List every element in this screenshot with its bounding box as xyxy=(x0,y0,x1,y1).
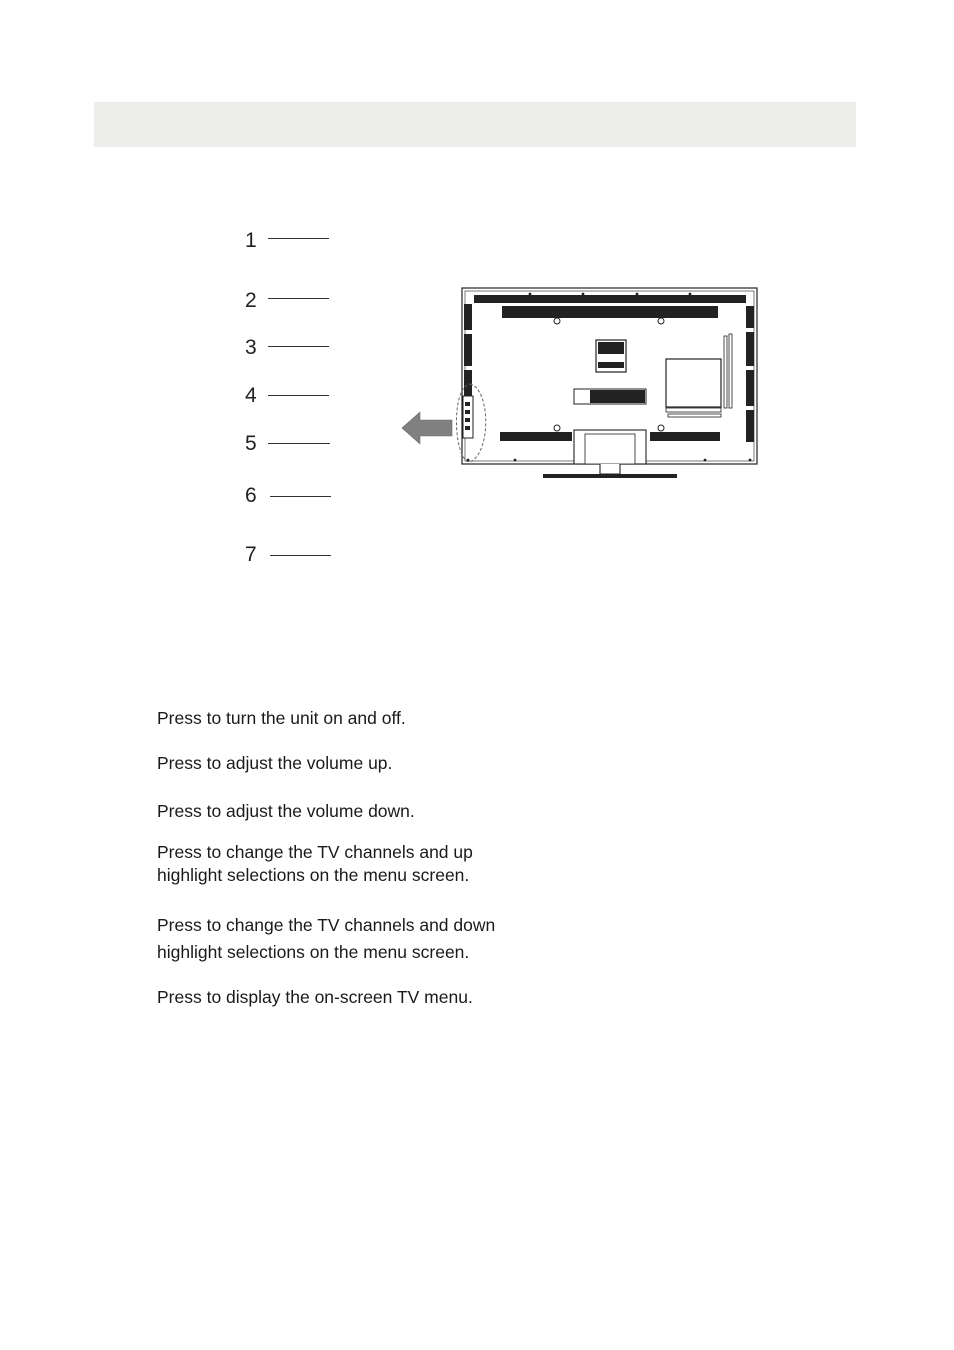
description-4: Press to change the TV channels and up highlight selections on the menu screen. xyxy=(157,842,473,885)
callout-number-4: 4 xyxy=(245,384,257,407)
bottom-vent-right xyxy=(650,432,720,441)
callout-number-3: 3 xyxy=(245,336,257,359)
callout-line-3 xyxy=(268,346,329,347)
description-6: Press to display the on-screen TV menu. xyxy=(157,987,473,1007)
callout-line-1 xyxy=(268,238,329,239)
stand-base xyxy=(543,474,677,478)
callout-line-6 xyxy=(270,496,331,497)
description-2: Press to adjust the volume up. xyxy=(157,753,393,773)
callout-number-7: 7 xyxy=(245,543,257,566)
mount-screws xyxy=(554,318,664,431)
section-header-bar xyxy=(94,102,856,147)
top-vent xyxy=(474,295,746,303)
upper-vent xyxy=(502,306,718,318)
callout-line-4 xyxy=(268,395,329,396)
callout-number-6: 6 xyxy=(245,484,257,507)
callout-line-7 xyxy=(270,555,331,556)
callout-line-5 xyxy=(268,443,330,444)
callout-number-5: 5 xyxy=(245,432,257,455)
callout-number-1: 1 xyxy=(245,229,257,252)
stand xyxy=(574,430,646,474)
tv-rear-view-diagram xyxy=(400,284,762,482)
description-3: Press to adjust the volume down. xyxy=(157,801,415,821)
direction-arrow-icon xyxy=(402,412,452,444)
bottom-vent-left xyxy=(500,432,572,441)
description-5: Press to change the TV channels and down highlight selections on the menu screen. xyxy=(157,915,496,962)
side-module xyxy=(666,359,721,407)
top-edge-dots xyxy=(529,293,692,296)
callout-number-2: 2 xyxy=(245,289,257,312)
callout-line-2 xyxy=(268,298,329,299)
description-1: Press to turn the unit on and off. xyxy=(157,708,406,728)
